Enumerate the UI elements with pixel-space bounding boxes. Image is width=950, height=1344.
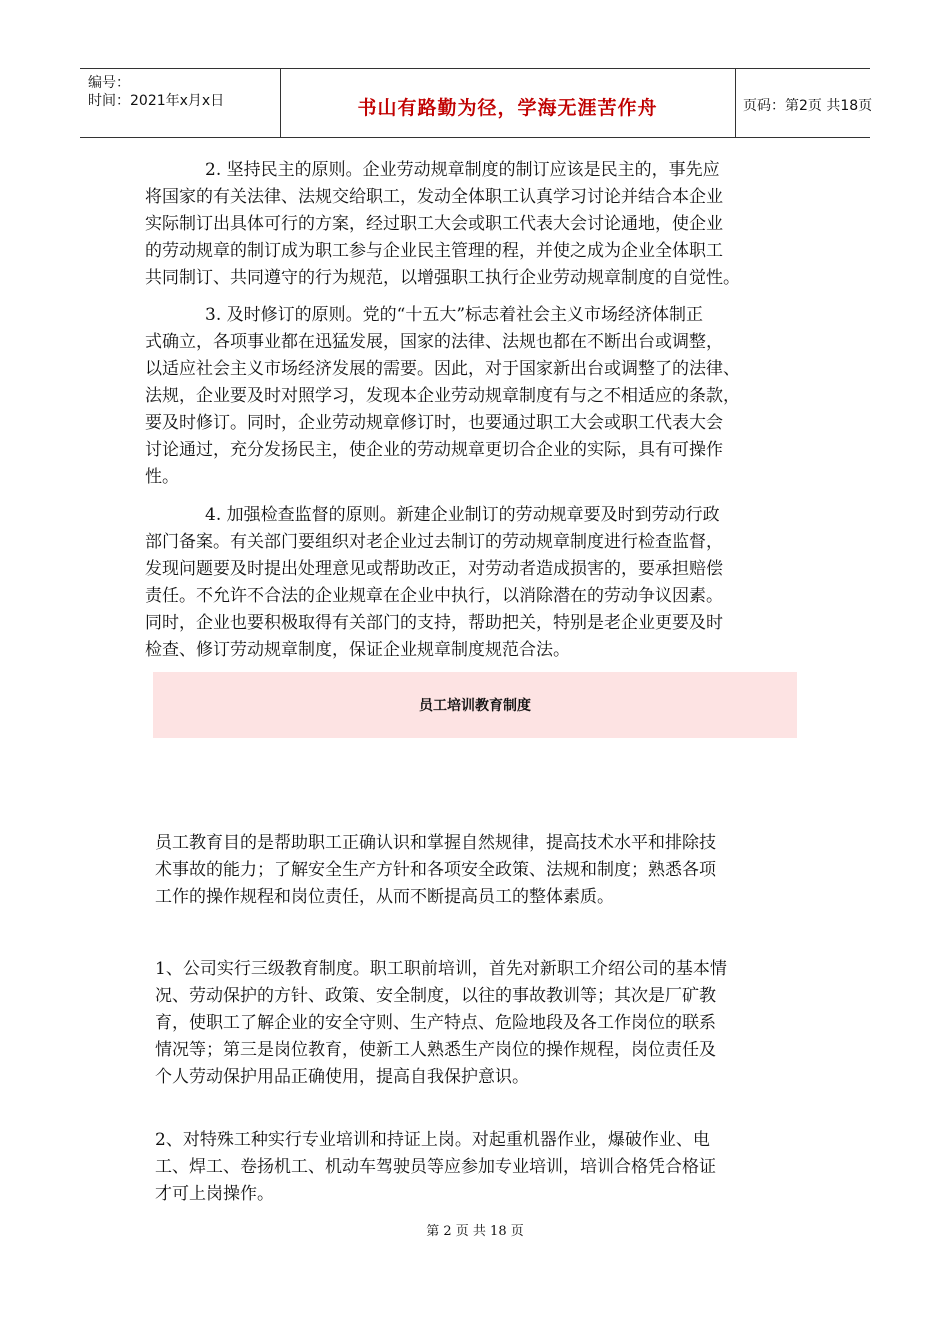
paragraph-item-1 — [155, 956, 727, 1091]
document-header — [80, 68, 873, 138]
text-line: 将国家的有关法律、法规交给职工，发动全体职工认真学习讨论并结合本企业 — [145, 187, 723, 207]
text-line: 个人劳动保护用品正确使用，提高自我保护意识。 — [155, 1067, 529, 1087]
doc-number-label: 编号： — [88, 75, 130, 91]
text-line: 以适应社会主义市场经济发展的需要。因此，对于国家新出台或调整了的法律、 — [145, 359, 740, 379]
text-line: 责任。不允许不合法的企业规章在企业中执行，以消除潜在的劳动争议因素。 — [145, 586, 723, 606]
header-motto-cell — [280, 69, 736, 137]
section-title-banner — [153, 672, 797, 738]
text-line: 部门备案。有关部门要组织对老企业过去制订的劳动规章制度进行检查监督， — [145, 532, 723, 552]
header-page-info: 页码：第2页 共18页 — [743, 98, 873, 114]
text-line: 检查、修订劳动规章制度，保证企业规章制度规范合法。 — [145, 640, 570, 660]
text-line: 讨论通过，充分发扬民主，使企业的劳动规章更切合企业的实际，具有可操作 — [145, 440, 723, 460]
paragraph-training-intro — [155, 830, 716, 911]
text-line: 术事故的能力；了解安全生产方针和各项安全政策、法规和制度；熟悉各项 — [155, 860, 716, 880]
text-line: 同时，企业也要积极取得有关部门的支持，帮助把关，特别是老企业更要及时 — [145, 613, 723, 633]
text-line: 3. 及时修订的原则。党的“十五大”标志着社会主义市场经济体制正 — [205, 305, 704, 325]
page-footer: 第 2 页 共 18 页 — [426, 1224, 524, 1239]
paragraph-timely-revision-principle — [145, 302, 740, 491]
header-motto: 书山有路勤为径，学海无涯苦作舟 — [357, 97, 658, 119]
text-line: 工、焊工、卷扬机工、机动车驾驶员等应参加专业培训，培训合格凭合格证 — [155, 1157, 716, 1177]
text-line: 实际制订出具体可行的方案，经过职工大会或职工代表大会讨论通地，使企业 — [145, 214, 723, 234]
text-line: 况、劳动保护的方针、政策、安全制度，以往的事故教训等；其次是厂矿教 — [155, 986, 716, 1006]
text-line: 情况等；第三是岗位教育，使新工人熟悉生产岗位的操作规程，岗位责任及 — [155, 1040, 716, 1060]
text-line: 发现问题要及时提出处理意见或帮助改正，对劳动者造成损害的，要承担赔偿 — [145, 559, 723, 579]
header-page-cell — [735, 69, 873, 137]
header-meta — [80, 69, 281, 137]
section-title: 员工培训教育制度 — [419, 698, 531, 714]
text-line: 要及时修订。同时，企业劳动规章修订时，也要通过职工大会或职工代表大会 — [145, 413, 723, 433]
text-line: 育，使职工了解企业的安全守则、生产特点、危险地段及各工作岗位的联系 — [155, 1013, 716, 1033]
text-line: 式确立，各项事业都在迅猛发展，国家的法律、法规也都在不断出台或调整， — [145, 332, 723, 352]
text-line: 1、公司实行三级教育制度。职工职前培训，首先对新职工介绍公司的基本情 — [155, 959, 727, 979]
text-line: 2. 坚持民主的原则。企业劳动规章制度的制订应该是民主的，事先应 — [205, 160, 720, 180]
text-line: 4. 加强检查监督的原则。新建企业制订的劳动规章要及时到劳动行政 — [205, 505, 720, 525]
paragraph-inspection-principle — [145, 502, 723, 664]
text-line: 的劳动规章的制订成为职工参与企业民主管理的程，并使之成为企业全体职工 — [145, 241, 723, 261]
text-line: 性。 — [145, 467, 179, 487]
text-line: 才可上岗操作。 — [155, 1184, 274, 1204]
text-line: 工作的操作规程和岗位责任，从而不断提高员工的整体素质。 — [155, 887, 614, 907]
paragraph-item-2 — [155, 1127, 716, 1208]
paragraph-democracy-principle — [145, 157, 740, 292]
text-line: 员工教育目的是帮助职工正确认识和掌握自然规律，提高技术水平和排除技 — [155, 833, 716, 853]
text-line: 法规，企业要及时对照学习，发现本企业劳动规章制度有与之不相适应的条款， — [145, 386, 740, 406]
doc-date-label: 时间：2021年x月x日 — [88, 93, 225, 109]
text-line: 共同制订、共同遵守的行为规范，以增强职工执行企业劳动规章制度的自觉性。 — [145, 268, 740, 288]
text-line: 2、对特殊工种实行专业培训和持证上岗。对起重机器作业，爆破作业、电 — [155, 1130, 710, 1150]
